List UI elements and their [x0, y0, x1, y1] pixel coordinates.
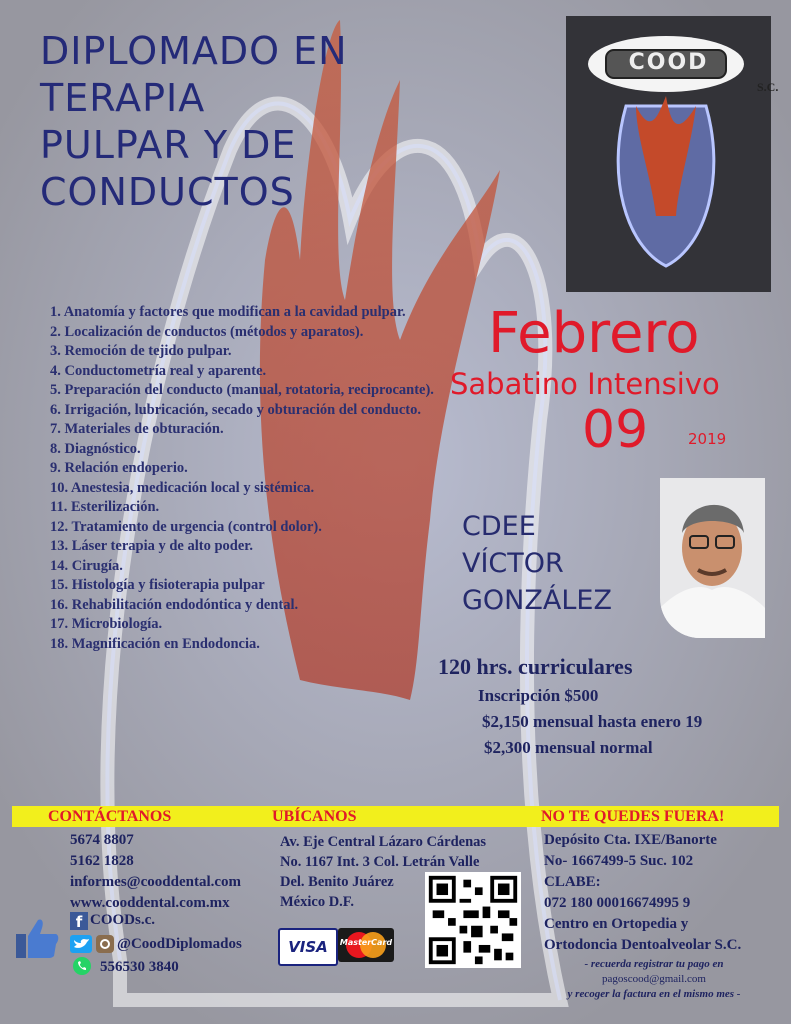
- list-item: 11. Esterilización.: [50, 499, 160, 515]
- topics-list: [48, 303, 458, 654]
- payment-line: Depósito Cta. IXE/Banorte: [544, 832, 717, 848]
- early-monthly-price: $2,150 mensual hasta enero 19: [482, 712, 703, 731]
- speaker-line: CDEE: [462, 511, 536, 542]
- title-line: PULPAR Y DE: [40, 123, 297, 167]
- payment-line: No- 1667499-5 Suc. 102: [544, 853, 694, 869]
- list-item: 2. Localización de conductos (métodos y aparatos).: [50, 323, 364, 340]
- title-line: DIPLOMADO EN: [40, 29, 348, 73]
- speaker-line: GONZÁLEZ: [462, 585, 612, 616]
- whatsapp-icon[interactable]: [72, 956, 92, 976]
- payment-line: 072 180 00016674995 9: [544, 895, 691, 911]
- mastercard-label: MasterCard: [339, 938, 393, 947]
- speaker-name: [462, 508, 612, 619]
- list-item: 5. Preparación del conducto (manual, rotatoria, reciprocante).: [50, 382, 434, 398]
- facebook-handle[interactable]: COODs.c.: [90, 912, 155, 928]
- address-line: México D.F.: [280, 894, 354, 910]
- list-item: 16. Rehabilitación endodóntica y dental.: [50, 596, 299, 613]
- address-line: Del. Benito Juárez: [280, 874, 394, 890]
- list-item: 6. Irrigación, lubricación, secado y obturación del conducto.: [50, 401, 421, 418]
- logo-suffix: S.C.: [757, 80, 779, 94]
- list-item: 4. Conductometría real y aparente.: [50, 362, 267, 379]
- title-line: CONDUCTOS: [40, 170, 295, 214]
- cood-logo-panel: [566, 16, 771, 292]
- contact-heading: CONTÁCTANOS: [48, 808, 172, 825]
- qr-code[interactable]: [425, 872, 521, 968]
- cood-logo-text: COOD: [628, 50, 709, 75]
- speaker-photo: [660, 478, 765, 638]
- list-item: 8. Diagnóstico.: [50, 440, 141, 457]
- list-item: 9. Relación endoperio.: [50, 460, 188, 476]
- instagram-icon[interactable]: [96, 935, 114, 953]
- normal-monthly-price: $2,300 mensual normal: [484, 738, 653, 757]
- visa-card-icon: [278, 928, 338, 966]
- list-item: 18. Magnificación en Endodoncia.: [50, 635, 260, 652]
- schedule-year: 2019: [688, 430, 727, 448]
- social-handle[interactable]: @CoodDiplomados: [117, 936, 242, 952]
- list-item: 7. Materiales de obturación.: [50, 421, 224, 437]
- contact-phone-2: 5162 1828: [70, 853, 134, 869]
- list-item: 12. Tratamiento de urgencia (control dolor).: [50, 518, 322, 535]
- contact-website[interactable]: www.cooddental.com.mx: [70, 895, 230, 911]
- list-item: 15. Histología y fisioterapia pulpar: [50, 577, 265, 593]
- mastercard-icon: [338, 928, 394, 962]
- location-heading: UBÍCANOS: [272, 808, 357, 825]
- curricular-hours: 120 hrs. curriculares: [438, 654, 633, 679]
- schedule-mode: Sabatino Intensivo: [450, 367, 720, 401]
- payment-heading: NO TE QUEDES FUERA!: [541, 808, 725, 825]
- contact-email[interactable]: informes@cooddental.com: [70, 874, 242, 890]
- schedule-day: 09: [582, 400, 649, 460]
- payment-note: - recuerda registrar tu pago en: [584, 958, 724, 970]
- speaker-line: VÍCTOR: [462, 548, 564, 579]
- payment-line: Ortodoncia Dentoalveolar S.C.: [544, 937, 742, 953]
- list-item: 14. Cirugía.: [50, 557, 123, 574]
- course-title: [40, 28, 480, 216]
- list-item: 13. Láser terapia y de alto poder.: [50, 538, 253, 554]
- whatsapp-number[interactable]: 556530 3840: [100, 959, 179, 975]
- payment-line: CLABE:: [544, 874, 601, 890]
- address-line: No. 1167 Int. 3 Col. Letrán Valle: [280, 854, 480, 870]
- visa-label: VISA: [288, 938, 328, 956]
- payment-email[interactable]: pagoscood@gmail.com: [602, 973, 706, 985]
- schedule-month: Febrero: [488, 301, 700, 366]
- title-line: TERAPIA: [40, 76, 206, 120]
- facebook-icon[interactable]: f: [70, 912, 88, 930]
- enrollment-price: Inscripción $500: [478, 686, 599, 705]
- payment-note: y recoger la factura en el mismo mes -: [567, 988, 741, 1000]
- twitter-icon[interactable]: [70, 935, 92, 953]
- payment-line: Centro en Ortopedia y: [544, 916, 689, 932]
- list-item: 3. Remoción de tejido pulpar.: [50, 343, 232, 359]
- list-item: 10. Anestesia, medicación local y sistémica.: [50, 479, 315, 496]
- list-item: 1. Anatomía y factores que modifican a la cavidad pulpar.: [50, 304, 406, 320]
- list-item: 17. Microbiología.: [50, 616, 163, 632]
- thumbs-up-icon: [14, 916, 60, 960]
- contact-phone-1: 5674 8807: [70, 832, 134, 848]
- address-line: Av. Eje Central Lázaro Cárdenas: [280, 834, 487, 850]
